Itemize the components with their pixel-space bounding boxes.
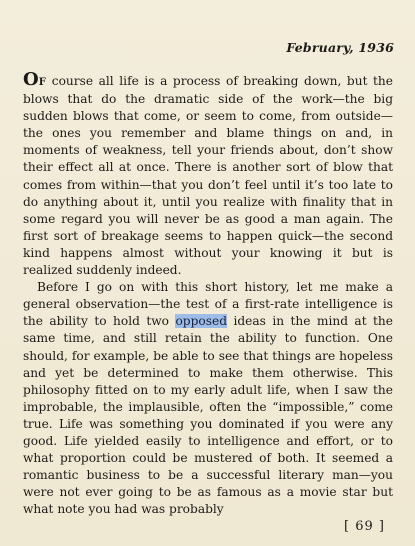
page-number-close-bracket: ] bbox=[378, 519, 385, 534]
page-number-value: 69 bbox=[355, 519, 374, 534]
paragraph-2 bbox=[23, 279, 393, 518]
paragraph-1 bbox=[23, 71, 393, 279]
paragraph-1-text: course all life is a process of breaking down, but the blows that do the dramatic side of the work—the big sudden blows that come, or seem to come, from outside—the ones you remember and blame things on and, in moments of weakness, tell your friends about, don’t show their effect all at once. There is another sort of blow that comes from within—that you don’t feel until it’s too late to do anything about it, until you realize with finality that in some regard you will never be as good a man again. The first sort of breakage seems to happen quick—the second kind happens almost without your knowing it but is realized suddenly indeed. bbox=[23, 74, 393, 278]
paragraph-2-text-after: ideas in the mind at the same time, and still retain the ability to function. One should, for example, be able to see that things are hopeless and yet be determined to make them otherwise. This philosophy fitted on to my early adult life, when I saw the improbable, the implausible, often the “impossible,” come true. Life was something you dominated if you were any good. Life yielded easily to intelligence and effort, or to what proportion could be mustered of both. It seemed a romantic business to be a successful literary man—you were not ever going to be as famous as a movie star but what note you had was probably bbox=[23, 314, 393, 517]
highlighted-word[interactable]: opposed bbox=[175, 314, 228, 329]
small-cap-letter: F bbox=[38, 77, 47, 88]
page-number-open-bracket: [ bbox=[344, 519, 351, 534]
drop-cap-letter: O bbox=[23, 69, 39, 90]
page-number bbox=[344, 519, 385, 534]
body-text bbox=[23, 71, 393, 518]
page-date-header: February, 1936 bbox=[286, 40, 394, 55]
paragraph-2-text-before: Before I go on with this short history, let me make a general observation—the test of a first-rate intelligence is the ability to hold two bbox=[23, 280, 393, 329]
